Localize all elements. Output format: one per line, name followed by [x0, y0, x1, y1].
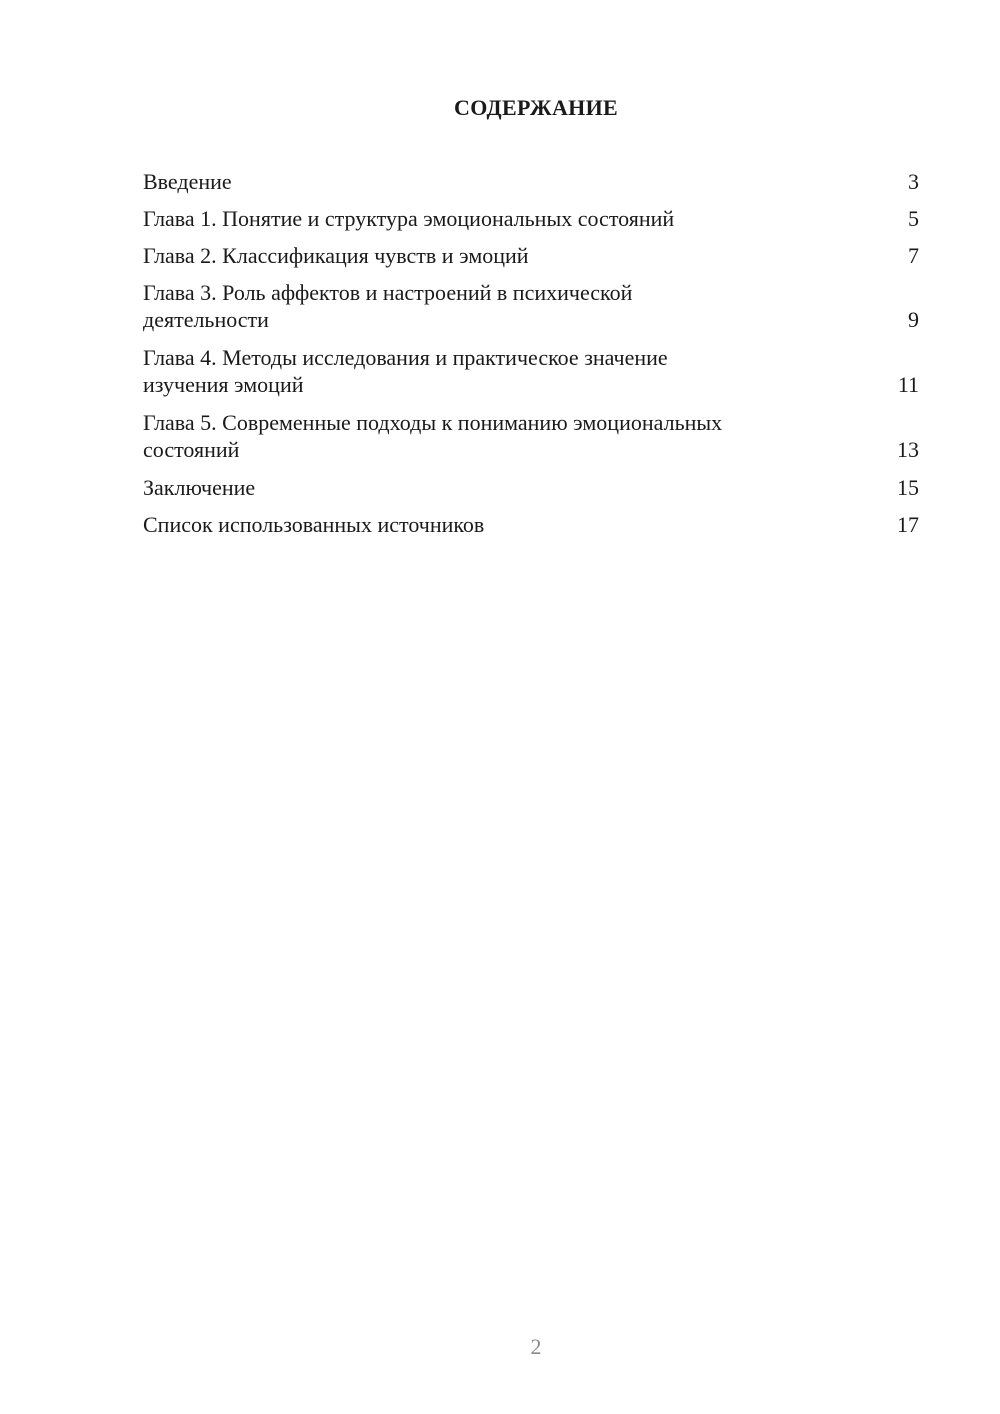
toc-entry-page: 17 — [897, 512, 919, 537]
toc-entry-text-line-1: Глава 5. Современные подходы к пониманию эмоциональных — [143, 410, 723, 435]
page-number: 2 — [530, 1334, 542, 1359]
toc-entry-introduction — [143, 168, 919, 195]
toc-entry-text-line-2: изучения эмоций — [143, 372, 304, 397]
toc-entry-page: 11 — [897, 372, 919, 397]
toc-entry-page: 3 — [908, 169, 919, 194]
toc-entry-page: 5 — [908, 206, 919, 231]
toc-entry-page: 13 — [897, 437, 919, 462]
toc-entry-chapter-4 — [143, 344, 919, 398]
toc-entry-page: 9 — [908, 307, 919, 332]
toc-entry-text: Глава 1. Понятие и структура эмоциональных состояний — [143, 206, 675, 231]
toc-entry-chapter-2 — [143, 242, 919, 269]
page-title: СОДЕРЖАНИЕ — [454, 95, 618, 120]
toc-entry-text: Глава 2. Классификация чувств и эмоций — [143, 243, 529, 268]
toc-entry-chapter-5 — [143, 409, 919, 463]
toc-entry-text-line-2: состояний — [143, 437, 240, 462]
toc-entry-text-line-1: Глава 3. Роль аффектов и настроений в психической — [143, 280, 633, 305]
toc-entry-text: Список использованных источников — [143, 512, 485, 537]
toc-entry-page: 7 — [908, 243, 919, 268]
toc-entry-text-line-1: Глава 4. Методы исследования и практическое значение — [143, 345, 668, 370]
toc-entry-text: Заключение — [143, 475, 256, 500]
toc-entry-conclusion — [143, 474, 919, 501]
toc-entry-page: 15 — [897, 475, 919, 500]
toc-entry-text — [143, 409, 722, 463]
toc-entry-text — [143, 344, 668, 398]
toc-entry-text — [143, 279, 632, 333]
toc-entry-text: Введение — [143, 169, 232, 194]
toc-entry-chapter-3 — [143, 279, 919, 333]
table-of-contents — [143, 168, 919, 548]
toc-entry-chapter-1 — [143, 205, 919, 232]
toc-entry-text-line-2: деятельности — [143, 307, 269, 332]
toc-entry-references — [143, 511, 919, 538]
